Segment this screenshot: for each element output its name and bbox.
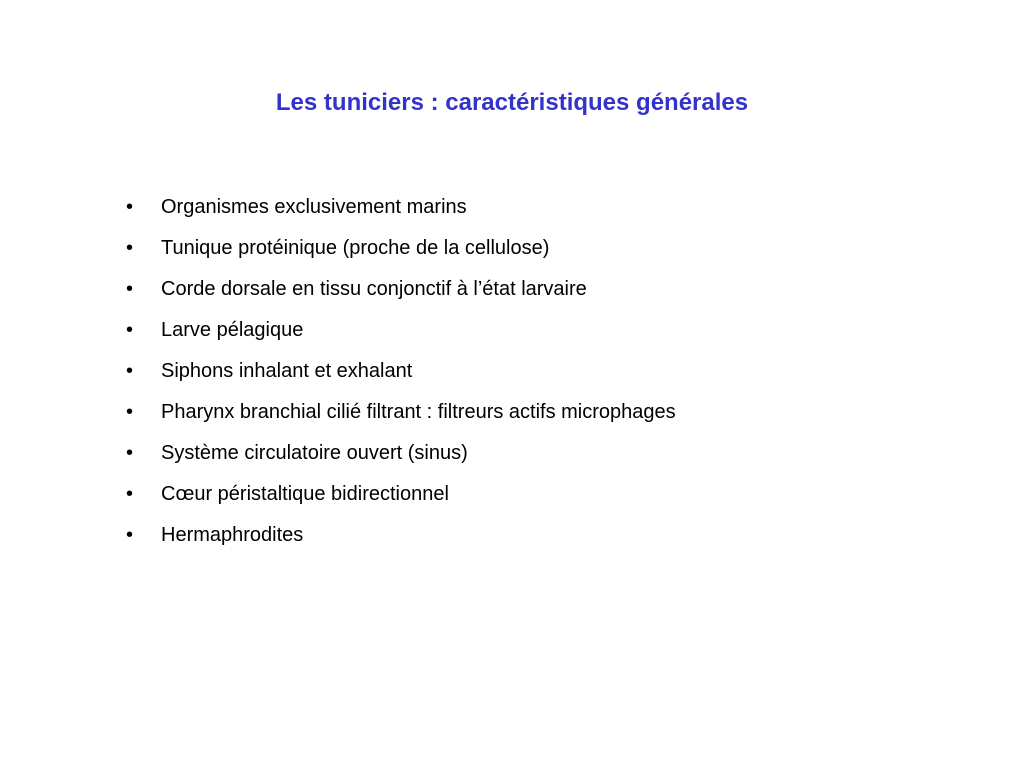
- list-item: [126, 316, 946, 357]
- list-item: [126, 275, 946, 316]
- bullet-list: [126, 193, 946, 562]
- bullet-icon: •: [126, 278, 134, 300]
- bullet-text: Tunique protéinique (proche de la cellulose): [161, 237, 550, 259]
- bullet-text: Hermaphrodites: [161, 524, 304, 546]
- bullet-icon: •: [126, 360, 134, 382]
- list-item: [126, 480, 946, 521]
- list-item: [126, 357, 946, 398]
- bullet-text: Système circulatoire ouvert (sinus): [161, 442, 468, 464]
- list-item: [126, 234, 946, 275]
- bullet-text: Corde dorsale en tissu conjonctif à l’état larvaire: [161, 278, 587, 300]
- bullet-icon: •: [126, 401, 134, 423]
- bullet-icon: •: [126, 483, 134, 505]
- bullet-icon: •: [126, 237, 134, 259]
- bullet-text: Organismes exclusivement marins: [161, 196, 467, 218]
- bullet-icon: •: [126, 442, 134, 464]
- slide-title: Les tuniciers : caractéristiques générales: [275, 89, 749, 116]
- bullet-icon: •: [126, 196, 134, 218]
- bullet-text: Pharynx branchial cilié filtrant : filtreurs actifs microphages: [161, 401, 676, 423]
- bullet-text: Cœur péristaltique bidirectionnel: [161, 483, 449, 505]
- list-item: [126, 521, 946, 562]
- bullet-icon: •: [126, 319, 134, 341]
- bullet-icon: •: [126, 524, 134, 546]
- list-item: [126, 439, 946, 480]
- bullet-text: Larve pélagique: [161, 319, 304, 341]
- list-item: [126, 398, 946, 439]
- list-item: [126, 193, 946, 234]
- bullet-text: Siphons inhalant et exhalant: [161, 360, 413, 382]
